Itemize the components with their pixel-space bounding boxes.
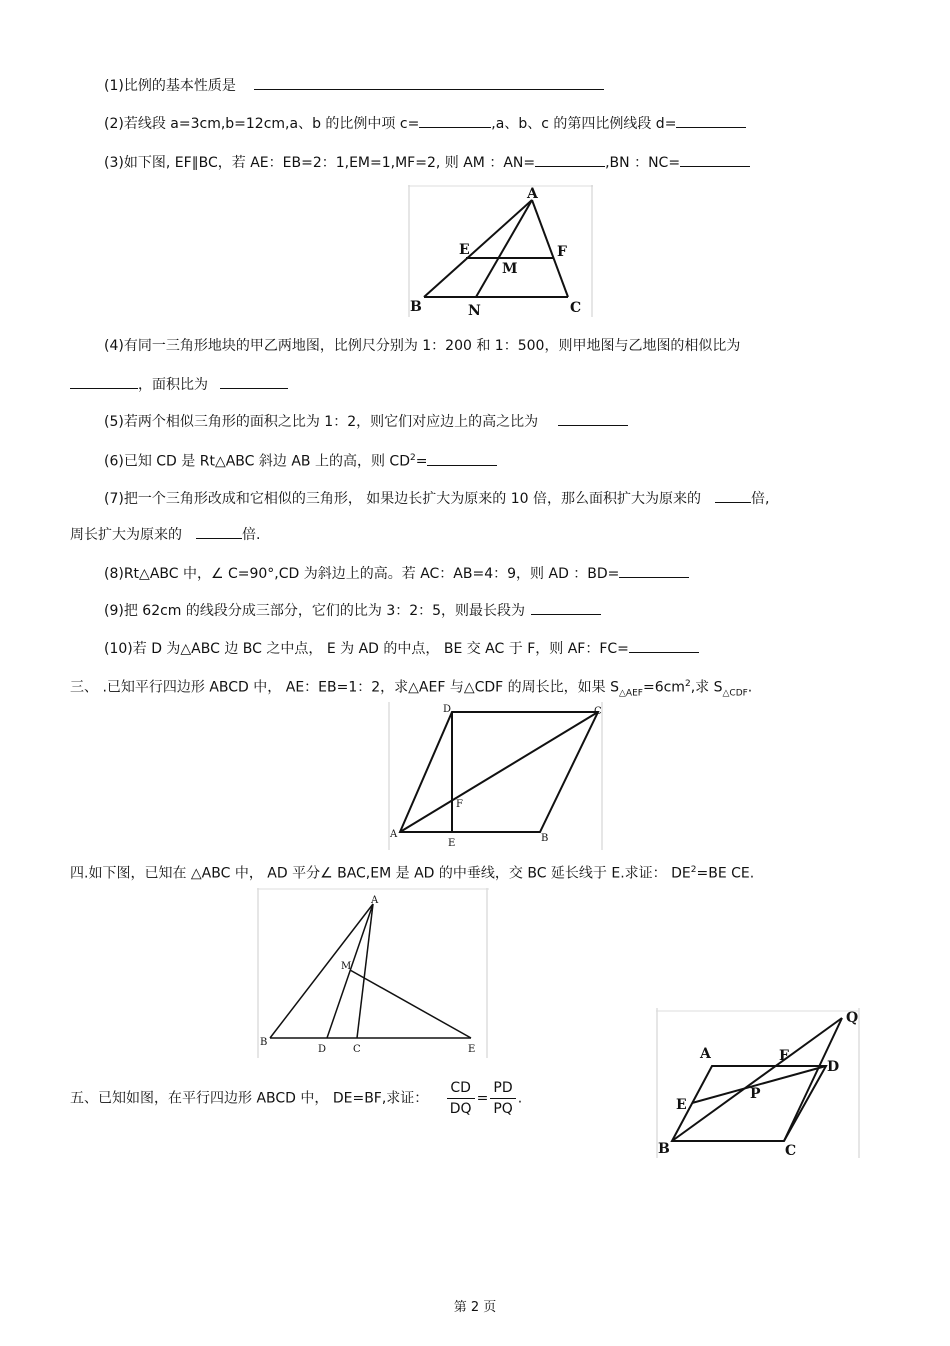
question-10-text: (10)若 D 为△ABC 边 BC 之中点， E 为 AD 的中点， BE 交 AC 于 F，则 AF：FC= xyxy=(104,641,629,657)
question-7-text-c: 周长扩大为原来的 xyxy=(70,527,182,543)
fraction-1-numerator: CD xyxy=(447,1078,475,1099)
section-3-text-c: ,求 S xyxy=(690,679,723,696)
question-6-sup: 2 xyxy=(409,453,416,463)
answer-blank[interactable] xyxy=(676,113,746,128)
page-number: 第 2 页 xyxy=(453,1300,497,1315)
label-M: M xyxy=(341,961,352,972)
question-2-text-a: (2)若线段 a=3cm,b=12cm,a、b 的比例中项 c= xyxy=(104,116,420,132)
label-P: P xyxy=(750,1086,761,1102)
fraction-1-denominator: DQ xyxy=(449,1101,472,1117)
question-3-text-a: (3)如下图, EF∥BC，若 AE：EB=2：1,EM=1,MF=2, 则 AM ：AN= xyxy=(104,155,536,171)
answer-blank[interactable] xyxy=(629,638,699,653)
section-4 xyxy=(70,861,754,883)
answer-blank[interactable] xyxy=(419,113,491,128)
question-8 xyxy=(104,563,689,583)
label-C: C xyxy=(594,706,602,717)
question-4-cont xyxy=(70,374,288,394)
label-A: A xyxy=(390,829,398,840)
fraction-pd-pq xyxy=(490,1078,515,1119)
fraction-cd-dq xyxy=(447,1078,475,1119)
label-Q: Q xyxy=(846,1010,859,1026)
question-7-text-d: 倍. xyxy=(242,527,261,543)
section-3-text-b: =6cm xyxy=(642,679,685,696)
label-D: D xyxy=(827,1059,840,1075)
answer-blank[interactable] xyxy=(427,451,497,466)
label-F: F xyxy=(456,799,463,810)
question-7-cont xyxy=(70,524,260,544)
label-N: N xyxy=(468,303,481,317)
answer-blank[interactable] xyxy=(680,152,750,167)
question-3-text-b: ,BN ：NC= xyxy=(605,155,681,171)
answer-blank[interactable] xyxy=(558,411,628,426)
answer-blank[interactable] xyxy=(715,488,751,503)
label-E: E xyxy=(459,242,470,258)
equals-sign: = xyxy=(476,1090,489,1107)
question-8-text: (8)Rt△ABC 中，∠ C=90°,CD 为斜边上的高。若 AC：AB=4：9，则 AD ：BD= xyxy=(104,566,620,582)
label-B: B xyxy=(260,1037,268,1048)
label-A: A xyxy=(700,1046,711,1062)
question-5-text: (5)若两个相似三角形的面积之比为 1：2，则它们对应边上的高之比为 xyxy=(104,414,539,430)
section-4-sup: 2 xyxy=(690,865,697,875)
label-E: E xyxy=(676,1097,687,1113)
label-F: F xyxy=(557,244,567,260)
question-2-text-b: ,a、b、c 的第四比例线段 d= xyxy=(491,116,677,132)
answer-blank[interactable] xyxy=(619,563,689,578)
label-D: D xyxy=(318,1044,327,1055)
answer-blank[interactable] xyxy=(220,374,288,389)
question-3 xyxy=(104,152,750,172)
section-4-text-a: 四.如下图，已知在 △ABC 中， AD 平分∠ BAC,EM 是 AD 的中垂线，交 BC 延长线于 E.求证： DE xyxy=(70,865,691,882)
question-6 xyxy=(104,449,497,471)
figure-triangle-abc-bisector xyxy=(257,888,489,1058)
question-6-text-b: = xyxy=(415,453,428,470)
section-5-text: 五、已知如图，在平行四边形 ABCD 中， DE=BF,求证： xyxy=(70,1090,429,1107)
question-4-text-b: ，面积比为 xyxy=(138,377,208,393)
section-3-text-d: . xyxy=(747,679,753,696)
answer-blank[interactable] xyxy=(196,524,242,539)
label-B: B xyxy=(410,299,422,315)
question-10 xyxy=(104,638,699,658)
question-5 xyxy=(104,411,628,431)
question-9 xyxy=(104,600,601,620)
fraction-2-numerator: PD xyxy=(490,1078,515,1099)
question-6-text-a: (6)已知 CD 是 Rt△ABC 斜边 AB 上的高，则 CD xyxy=(104,453,410,470)
section-3-sub2: △CDF xyxy=(722,688,748,699)
section-3-sub1: △AEF xyxy=(619,688,643,699)
label-B: B xyxy=(658,1141,670,1157)
figure-parallelogram-pq xyxy=(656,1008,866,1158)
label-C: C xyxy=(570,300,582,316)
question-9-text: (9)把 62cm 的线段分成三部分，它们的比为 3：2：5，则最长段为 xyxy=(104,603,526,619)
answer-blank[interactable] xyxy=(535,152,605,167)
section-4-text-b: =BE CE. xyxy=(696,865,755,882)
label-B: B xyxy=(541,833,549,844)
answer-blank[interactable] xyxy=(531,600,601,615)
question-2 xyxy=(104,113,746,133)
label-F: F xyxy=(779,1048,789,1064)
question-1-text: (1)比例的基本性质是 xyxy=(104,78,236,94)
section-5-end: . xyxy=(517,1090,523,1107)
question-1 xyxy=(104,75,604,95)
section-3-text-a: 三、 .已知平行四边形 ABCD 中， AE：EB=1：2，求△AEF 与△CDF 的周长比，如果 S xyxy=(70,679,620,696)
label-E: E xyxy=(448,838,456,849)
question-4-text-a: (4)有同一三角形地块的甲乙两地图，比例尺分别为 1：200 和 1：500，则甲地图与乙地图的相似比为 xyxy=(104,338,741,354)
question-4 xyxy=(104,337,740,355)
fraction-2-denominator: PQ xyxy=(493,1101,513,1117)
answer-blank[interactable] xyxy=(70,374,138,389)
label-A: A xyxy=(527,186,538,202)
label-E: E xyxy=(468,1044,476,1055)
section-5 xyxy=(70,1078,522,1119)
label-M: M xyxy=(502,261,518,277)
label-C: C xyxy=(353,1044,361,1055)
figure-triangle-efbc xyxy=(408,185,593,317)
label-A: A xyxy=(371,895,379,906)
question-7-text-b: 倍, xyxy=(751,491,770,507)
answer-blank[interactable] xyxy=(254,75,604,90)
label-C: C xyxy=(785,1143,797,1158)
question-7-text-a: (7)把一个三角形改成和它相似的三角形， 如果边长扩大为原来的 10 倍，那么面积扩大为原来的 xyxy=(104,491,701,507)
question-7 xyxy=(104,488,769,508)
section-3 xyxy=(70,675,752,702)
label-D: D xyxy=(443,704,452,715)
section-3-sup: 2 xyxy=(684,679,691,689)
figure-parallelogram-abcd xyxy=(388,702,604,850)
